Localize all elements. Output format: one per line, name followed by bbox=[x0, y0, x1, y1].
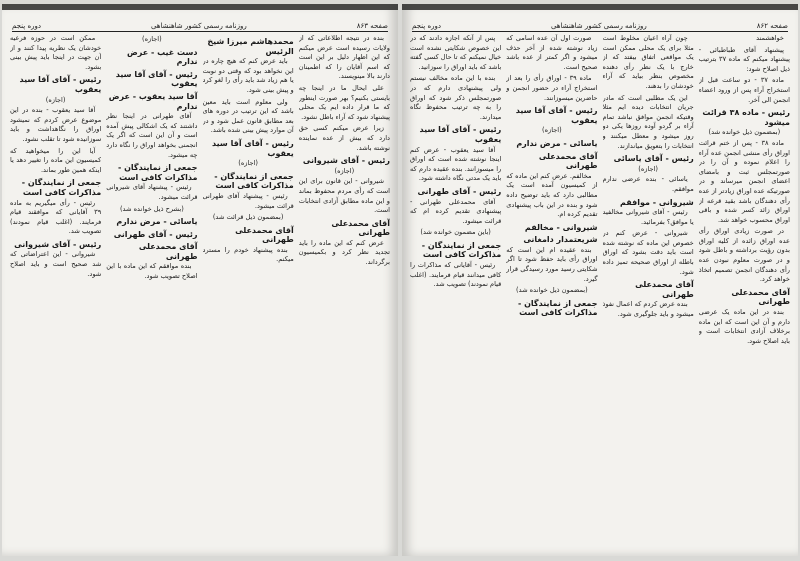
speaker-heading: رئیس - آقای آقا سید یعقوب bbox=[115, 69, 198, 89]
speaker-heading: رئیس - آقای شیروانی bbox=[14, 239, 102, 249]
parenthetical-note: (اجازه) bbox=[334, 166, 355, 175]
parenthetical-note: (بشرح ذیل خوانده شد) bbox=[119, 204, 184, 213]
paragraph: خواهشمند bbox=[756, 34, 784, 42]
speaker-heading: رئیس - ماده ۳۸ قرائت میشود bbox=[702, 108, 790, 127]
paragraph: رئیس - پیشنهاد آقای طهرانی قرائت میشود. bbox=[202, 191, 294, 210]
period-label: دوره پنجم bbox=[412, 22, 442, 30]
paragraph: ماده ۳۷ - دو ساعت قبل از استخراج آراء پس از ورود اعضاء انجمن الی آخر. bbox=[698, 76, 790, 104]
text-columns bbox=[10, 34, 390, 550]
text-column bbox=[299, 34, 390, 550]
paragraph: بنده در نتیجه اطلاعاتی که از ولایات رسیده است عرض میکنم که این اظهار دلیل بر این است که اسم آقایان را که اطمینان دارند بالا مینویسند. bbox=[298, 34, 390, 81]
speaker-heading: آقای محمدعلی طهرانی bbox=[538, 151, 598, 171]
speaker-heading: آقای محمدعلی طهرانی bbox=[635, 280, 694, 299]
paragraph: ممکن است در حوزه فرعیه خودشان یک نظریه پیدا کنند و از آن جهت در اینجا باید پیش بینی بشود. bbox=[10, 34, 102, 71]
parenthetical-note: (بمضمون ذیل خوانده شد) bbox=[516, 286, 588, 295]
speaker-heading: شریعتمدار دامغانی bbox=[523, 235, 598, 245]
text-columns bbox=[410, 34, 790, 550]
speaker-heading: شیروانی - موافقم bbox=[619, 197, 694, 207]
speaker-heading: جمعی از نمایندگان - مذاکرات کافی است bbox=[117, 163, 198, 182]
period-label: دوره پنجم bbox=[12, 22, 42, 30]
parenthetical-note: (اجازه) bbox=[238, 159, 258, 168]
parenthetical-note: (اجازه) bbox=[638, 164, 658, 173]
speaker-heading: رئیس - آقای آقا سید یعقوب bbox=[515, 106, 598, 125]
paragraph: چون آراء اعیان مخلوط است مثلا برای یک محلی ممکن است یک مواقعی اتفاق بیفتد که از خارج با یک نظر رأی دهنده مخصوص بنظر بیاید که آراء خودشان را بدهند. bbox=[602, 34, 694, 90]
paragraph: آیا این را میخواهید که کمیسیون این ماده را تغییر دهد یا اینکه همین طور بماند. bbox=[10, 146, 102, 174]
paragraph: باید عرض کنم که هیچ چاره در این نخواهد بود که وقتی دو نوبت یا هم زیاد شد باید رأی را لغو کرد و پیش بینی شود. bbox=[202, 57, 294, 94]
text-column bbox=[603, 34, 694, 550]
left-page bbox=[2, 4, 398, 556]
paragraph: صورت اول آن عده اسامی که زیاد نوشته شده از آخر حذف میشود و اگر کمتر از عده باشد صحیح است. bbox=[506, 34, 598, 71]
newspaper-title: روزنامه رسمی کشور شاهنشاهی bbox=[550, 22, 647, 30]
text-column bbox=[106, 34, 197, 550]
speaker-heading: آقای محمدعلی طهرانی bbox=[331, 218, 390, 238]
paragraph: مخالفم. عرض کنم این ماده که از کمیسیون آمده است یک مطالبی دارد که باید توضیح داده شود و بنده در این باب پیشنهادی تقدیم کرده ام. bbox=[506, 171, 598, 219]
page-header bbox=[412, 16, 788, 32]
paragraph: آقا سید یعقوب - عرض کنم اینجا نوشته شده است که اوراق را میسوزانند. بنده عقیده دارم که باید یک مدتی نگاه داشته شود. bbox=[410, 145, 502, 183]
speaker-heading: جمعی از نمایندگان - مذاکرات کافی است bbox=[517, 298, 598, 318]
speaker-heading: شیروانی - مخالفم bbox=[524, 222, 598, 232]
paragraph: پس از آنکه اجازه دادند که در این خصوص شکایتی نشده است خیال نمیکنم که تا حال کسی گفته باشد که باید اوراق را سوزانید. bbox=[410, 34, 502, 71]
paragraph: بنده عقیده ام این است که اوراق رأی باید حفظ شود تا اگر شکایتی رسید مورد رسیدگی قرار گیرد. bbox=[506, 245, 598, 283]
paragraph: ماده ۳۸ - پس از ختم قرائت اوراق رأی منشی انجمن عده آراء را اعلام نموده و آن را در صورتمجلس ثبت و بامضای اعضای انجمن میرساند و در صورتیکه عده اوراق زیادتر از عده رأی دهندگان باشد بقید قرعه از اوراق زائد کسر شده و باقی اوراق محسوب خواهد شد. bbox=[698, 138, 790, 224]
speaker-heading: رئیس - آقای یاسائی bbox=[613, 154, 694, 164]
paragraph: بنده با این ماده مخالف نیستم ولی پیشنهادی دارم که در صورتمجلس ذکر شود که اوراق را به چه ترتیب محفوظ نگاه میدارند. bbox=[410, 74, 502, 121]
paragraph: رئیس - آقای شیروانی مخالفید یا موافق؟ بفرمائید. bbox=[602, 208, 694, 226]
text-column bbox=[506, 34, 597, 550]
paragraph: بنده پیشنهاد خودم را مسترد میکنم. bbox=[202, 245, 294, 264]
paragraph: بنده در این ماده یک عرضی دارم و آن این است که این ماده برخلاف آزادی انتخابات است و باید اصلاح شود. bbox=[698, 308, 790, 345]
speaker-heading: محمدهاشم میرزا شیخ الرئیس bbox=[207, 37, 294, 56]
speaker-heading: جمعی از نمایندگان - مذاکرات کافی است bbox=[421, 240, 502, 260]
speaker-heading: رئیس - آقای طهرانی bbox=[113, 229, 198, 239]
speaker-heading: دست غیب - عرض ندارم bbox=[126, 47, 198, 67]
parenthetical-note: (اجازه) bbox=[542, 126, 562, 135]
paragraph: شیروانی - عرض کنم در خصوص این ماده که نوشته شده است باید دقت بشود که اوراق باطله از اوراق صحیحه تمیز داده شود. bbox=[602, 229, 694, 276]
speaker-heading: آقای محمدعلی طهرانی bbox=[731, 287, 790, 307]
paragraph: زیرا عرض میکنم کسی حق دارد که بیش از عده نماینده نوشته باشد. bbox=[298, 124, 390, 152]
paragraph: ولی معلوم است باید معین باشد که این ترتیب در دوره های بعد مطابق قانون عمل شود و در آن موارد پیش بینی شده باشد. bbox=[202, 97, 294, 135]
speaker-heading: رئیس - آقای آقا سید یعقوب bbox=[212, 138, 294, 158]
parenthetical-note: (اجازه) bbox=[142, 35, 162, 43]
paragraph: آقای محمدعلی طهرانی - پیشنهادی تقدیم کرده ام که قرائت میشود. bbox=[410, 197, 502, 225]
text-column bbox=[410, 34, 501, 550]
paragraph: در صورت زیادی اوراق رأی عده اوراق زائده از کلیه اوراق بدون رؤیت برداشته و باطل شود و در صورت معلوم نبودن عده رأی دهندگان انجمن تصمیم اتخاذ خواهد کرد. bbox=[698, 227, 790, 284]
page-number: صفحه ۸۶۲ bbox=[756, 22, 788, 30]
parenthetical-note: (بمضمون ذیل قرائت شد) bbox=[212, 213, 284, 222]
page-edge-shadow bbox=[2, 4, 398, 10]
paragraph: رئیس - رأی میگیریم به ماده ۳۹ آقایانی که موافقند قیام فرمایند. (اغلب قیام نمودند) تصویب شد. bbox=[10, 198, 102, 236]
paragraph: آقا سید یعقوب - بنده در این موضوع عرض کردم که نمیشود اوراق را نگاهداشت و باید سوزانیده شود تا تقلب نشود. bbox=[10, 106, 102, 143]
paragraph: علی ایحال ما در اینجا چه بایستی بکنیم؟ بهر صورت اینطور که ما قرار داده ایم یک محلی پیشنهاد شود که آراء باطل نشود. bbox=[298, 83, 390, 121]
paragraph: پیشنهاد آقای طباطبائی - پیشنهاد میکنم که ماده ۳۷ بترتیب ذیل اصلاح شود: bbox=[698, 45, 790, 73]
paragraph: شیروانی - این قانون برای این است که رأی مردم محفوظ بماند و این ماده مطابق آزادی انتخابات است. bbox=[298, 177, 390, 215]
paragraph: عرض کنم که این ماده را باید تجدید نظر کرد و بکمیسیون برگرداند. bbox=[298, 238, 390, 267]
paragraph: یاسائی - بنده عرضی ندارم موافقم. bbox=[602, 175, 694, 193]
paragraph: رئیس - آقایانی که مذاکرات را کافی میدانند قیام فرمایند. (اغلب قیام نمودند) تصویب شد. bbox=[410, 261, 502, 289]
paragraph: ماده ۳۹ - اوراق رأی را بعد از استخراج آراء در حضور انجمن و حاضرین میسوزانند. bbox=[506, 74, 598, 102]
paragraph: شیروانی - این اعتراضاتی که شد صحیح است و باید اصلاح شود. bbox=[10, 250, 102, 278]
speaker-heading: آقا سید یعقوب - عرض ندارم bbox=[108, 91, 198, 111]
parenthetical-note: (باین مضمون خوانده شد) bbox=[420, 228, 491, 237]
speaker-heading: یاسائی - مرض ندارم bbox=[116, 217, 198, 227]
parenthetical-note: (بمضمون ذیل خوانده شد) bbox=[708, 128, 781, 137]
paragraph: آقای طهرانی در اینجا نظر داشتند که یک اشکالی پیش آمده است و آن این است که اگر یک انجمنی بخواهد اوراق را نگاه دارد چه میشود. bbox=[106, 112, 198, 159]
paragraph: رئیس - پیشنهاد آقای شیروانی قرائت میشود. bbox=[106, 183, 198, 201]
speaker-heading: جمعی از نمایندگان - مذاکرات کافی است bbox=[214, 171, 294, 191]
speaker-heading: آقای محمدعلی طهرانی bbox=[138, 242, 198, 261]
page-edge-shadow bbox=[402, 4, 798, 10]
speaker-heading: جمعی از نمایندگان - مذاکرات کافی است bbox=[21, 178, 102, 197]
parenthetical-note: (اجازه) bbox=[45, 95, 66, 104]
paragraph: بنده عرض کردم که اعمال نفوذ میشود و باید جلوگیری شود. bbox=[602, 300, 694, 319]
speaker-heading: رئیس - آقای شیروانی bbox=[302, 156, 390, 166]
speaker-heading: رئیس - آقای آقا سید یعقوب bbox=[419, 125, 502, 144]
page-header bbox=[12, 16, 388, 32]
text-column bbox=[10, 34, 101, 550]
speaker-heading: آقای محمدعلی طهرانی bbox=[235, 225, 294, 245]
paragraph: بنده موافقم که این ماده با این اصلاح تصویب شود. bbox=[106, 262, 198, 281]
speaker-heading: رئیس - آقای طهرانی bbox=[417, 186, 502, 196]
newspaper-title: روزنامه رسمی کشور شاهنشاهی bbox=[150, 22, 247, 30]
right-page bbox=[402, 4, 798, 556]
speaker-heading: رئیس - آقای آقا سید یعقوب bbox=[19, 75, 102, 94]
page-number: صفحه ۸۶۳ bbox=[356, 22, 388, 30]
speaker-heading: یاسائی - مرض ندارم bbox=[516, 138, 598, 148]
text-column bbox=[699, 34, 790, 550]
paragraph: این یک مطلبی است که مادر جریان انتخابات دیده ایم مثلا وقتیکه انجمن موافق نباشد تمام آراء بر گردو آوده روزها یکی دو روز میشود و معطل میکنند و انتخابات را بتعویق میاندازند. bbox=[602, 93, 694, 150]
text-column bbox=[203, 34, 294, 550]
